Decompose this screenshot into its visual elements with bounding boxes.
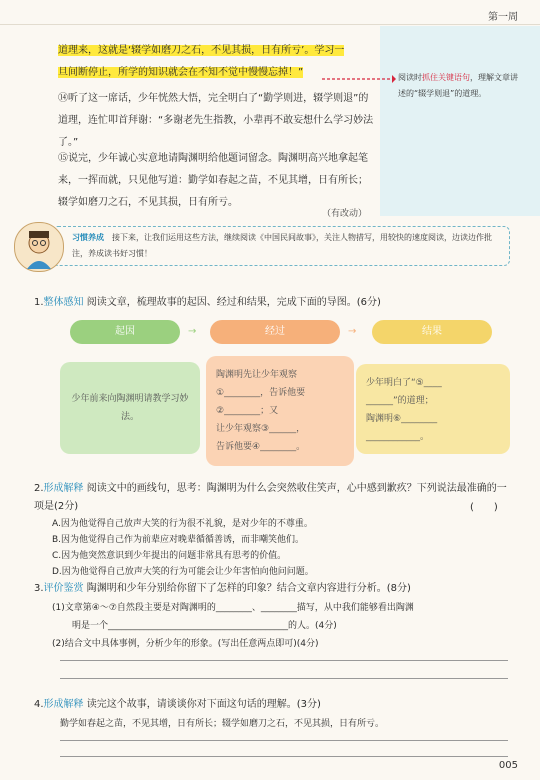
page-number: 005 [498,760,518,771]
paragraph-15: ⑮说完，少年诚心实意地请陶渊明给他题词留念。陶渊明高兴地拿起笔来，一挥而就，只见他写道：勤学如春起之苗，不见其增，日有所长；辍学如磨刀之石，不见其损，日有所亏。 [58,153,368,208]
flow-header-result: 结果 [372,320,492,344]
q4-quote: 勤学如春起之苗，不见其增，日有所长；辍学如磨刀之石，不见其损，日有所亏。 [60,719,385,729]
option-c[interactable]: C.因为他突然意识到少年提出的问题非常具有思考的价值。 [52,551,287,561]
highlight-line-2: 旦间断停止，所学的知识就会在不知不觉中慢慢忘掉！” [58,67,304,78]
question-1: 1.整体感知 阅读文章，梳理故事的起因、经过和结果，完成下面的导图。(6分) [34,297,381,308]
answer-line[interactable] [60,756,508,757]
option-b[interactable]: B.因为他觉得自己作为前辈应对晚辈循循善诱，而非嘲笑他们。 [52,535,305,545]
source-note: （有改动） [322,209,368,219]
flow-card-process: 陶渊明先让少年观察 ①________，告诉他要 ②________；又 让少年观察③______， 告诉他要④________。 [206,356,354,466]
answer-paren[interactable]: ( ) [470,502,498,513]
question-2: 2.形成解释 阅读文中的画线句，思考：陶渊明为什么会突然收住笑声，心中感到歉疚？下列说法最准确的一项是(2分) [34,483,507,512]
q3-tag: 评价鉴赏 [43,583,84,594]
passage-highlight [58,40,374,84]
answer-line[interactable] [60,678,508,679]
q3-sub-1a[interactable]: (1)文章第④～⑦自然段主要是对陶渊明的________、________描写，从中我们能够看出陶渊 [52,603,414,613]
side-note-panel [380,26,540,216]
flow-arrow-1-icon: → [188,326,197,337]
highlight-line-1: 道理来，这就是‘辍学如磨刀之石，不见其损，日有所亏’。学习一 [58,45,345,56]
teacher-avatar-icon [14,222,64,272]
flow-header-process: 经过 [210,320,340,344]
q3-sub-2: (2)结合文中具体事例，分析少年的形象。(写出任意两点即可)(4分) [52,639,319,649]
q1-tag: 整体感知 [43,297,84,308]
paragraph-14: ⑭听了这一席话，少年恍然大悟，完全明白了“勤学则进，辍学则退”的道理，连忙叩首拜谢：“多谢老先生指教，小辈再不敢妄想什么学习妙法了。” [58,93,374,148]
header-divider [0,24,540,25]
answer-line[interactable] [60,660,508,661]
question-3: 3.评价鉴赏 陶渊明和少年分别给你留下了怎样的印象？结合文章内容进行分析。(8分) [34,583,411,594]
flow-card-result: 少年明白了“⑤____ ______”的道理； 陶渊明⑥________ ____________。 [356,364,510,454]
q2-tag: 形成解释 [43,483,84,494]
q3-sub-1b[interactable]: 明是一个________________________________________的人。(4分) [72,621,337,631]
flow-header-cause: 起因 [70,320,180,344]
flow-card-cause: 少年前来向陶渊明请教学习妙法。 [60,362,200,454]
habit-tag: 习惯养成 [72,233,104,242]
option-a[interactable]: A.因为他觉得自己放声大笑的行为很不礼貌，是对少年的不尊重。 [52,519,313,529]
answer-line[interactable] [60,740,508,741]
option-d[interactable]: D.因为他觉得自己放声大笑的行为可能会让少年害怕向他问问题。 [52,567,314,577]
q4-tag: 形成解释 [43,699,84,710]
flow-arrow-2-icon: → [348,326,357,337]
side-note: 阅读时抓住关键语句，理解文章讲述的“辍学则退”的道理。 [398,73,518,98]
side-note-key: 抓住关键语句 [422,73,470,82]
question-4: 4.形成解释 读完这个故事，请谈谈你对下面这句话的理解。(3分) [34,699,321,710]
habit-text: 习惯养成 接下来，让我们运用这些方法，继续阅读《中国民间故事》，关注人物措写，用较快的速度阅读，边读边作批注，养成读书好习惯！ [72,233,492,258]
week-label: 第一周 [488,12,518,23]
